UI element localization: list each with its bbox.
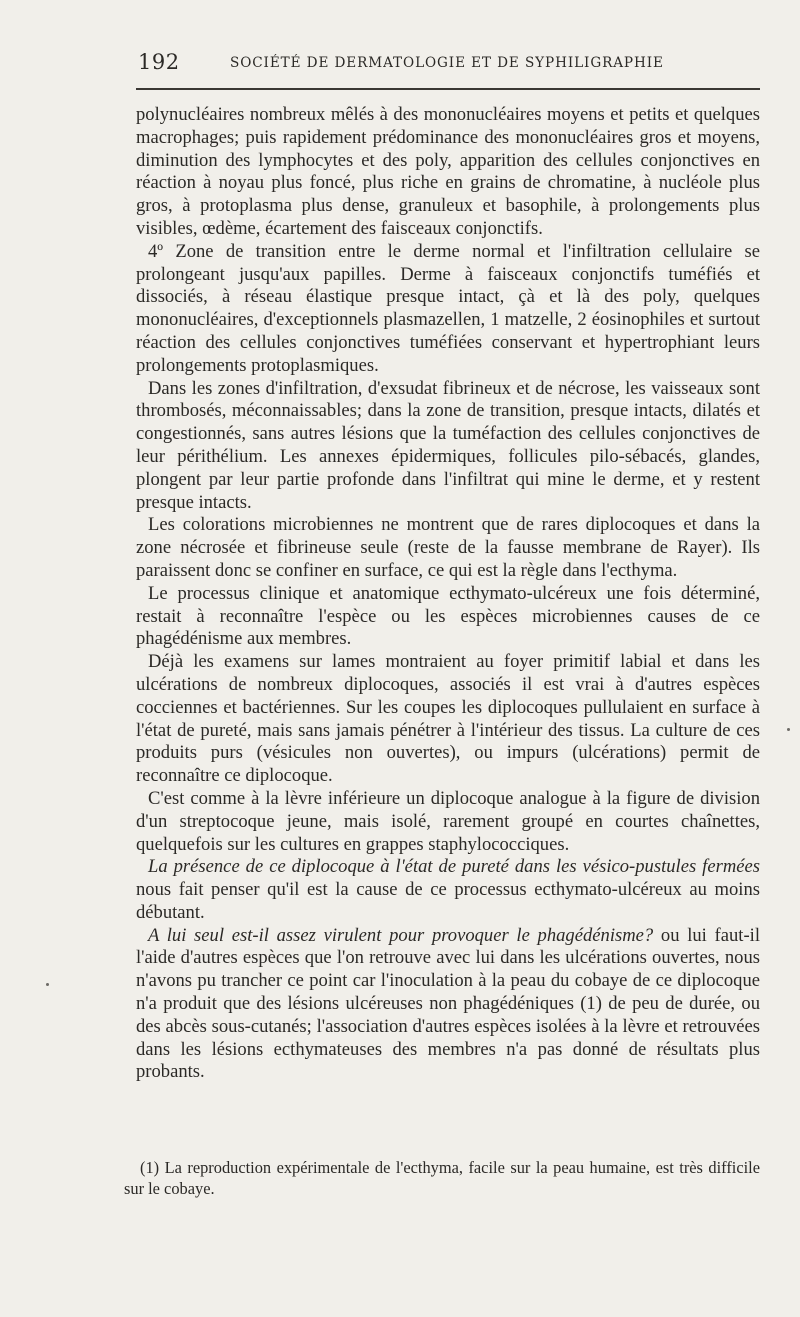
paragraph <box>136 925 760 1085</box>
header-rule <box>136 88 760 90</box>
paragraph: Déjà les examens sur lames montraient au foyer primitif labial et dans les ulcérations de nombreux diplocoques, associés il est vrai à d'autres espèces cocciennes et bactériennes. Sur les coupes les diplocoques pullulaient en surface à l'état de pureté, mais sans jamais pénétrer à l'intérieur des tissus. La culture de ces produits purs (vésicules non ouvertes), ou impurs (ulcérations) permit de reconnaître ce diplocoque. <box>136 651 760 787</box>
running-title: SOCIÉTÉ DE DERMATOLOGIE ET DE SYPHILIGRAPHIE <box>230 55 664 71</box>
page-number: 192 <box>138 50 180 74</box>
footnote-text: (1) La reproduction expérimentale de l'ecthyma, facile sur la peau humaine, est très difficile sur le cobaye. <box>124 1158 760 1198</box>
italic-phrase: La présence de ce diplocoque à l'état de pureté dans les vésico-pustules fermées <box>148 856 760 878</box>
body-text <box>136 104 760 1084</box>
paragraph: 4º Zone de transition entre le derme normal et l'infiltration cellulaire se prolongeant jusqu'aux papilles. Derme à faisceaux conjonctifs tuméfiés et dissociés, à réseau élastique presque intact, çà et là des poly, quelques mononucléaires, d'exceptionnels plasmazellen, 1 matzelle, 2 éosinophiles et surtout réaction des cellules conjonctives tuméfiées conservant et hypertrophiant leurs prolongements protoplasmiques. <box>136 240 760 376</box>
footnote <box>124 1157 760 1199</box>
paragraph-text: nous fait penser qu'il est la cause de ce processus ecthymato-ulcéreux au moins débutant. <box>136 879 760 923</box>
paragraph: Dans les zones d'infiltration, d'exsudat fibrineux et de nécrose, les vaisseaux sont thrombosés, méconnaissables; dans la zone de transition, presque intacts, dilatés et congestionnés, sans autres lésions que la tuméfaction des cellules conjonctives de leur périthélium. Les annexes épidermiques, follicules pilo-sébacés, glandes, plongent par leur partie profonde dans l'infiltrat qui mine le derme, et y restent presque intacts. <box>136 377 760 513</box>
paragraph: Le processus clinique et anatomique ecthymato-ulcéreux une fois déterminé, restait à reconnaître l'espèce ou les espèces microbiennes causes de ce phagédénisme aux membres. <box>136 582 760 650</box>
paragraph: Les colorations microbiennes ne montrent que de rares diplocoques et dans la zone nécrosée et fibrineuse seule (reste de la fausse membrane de Rayer). Ils paraissent donc se confiner en surface, ce qui est la règle dans l'ecthyma. <box>136 514 760 581</box>
page-header <box>138 50 760 76</box>
paragraph: polynucléaires nombreux mêlés à des mononucléaires moyens et petits et quelques macrophages; puis rapidement prédominance des mononucléaires gros et moyens, diminution des lymphocytes et des poly, apparition des cellules conjonctives en réaction à noyau plus foncé, plus riche en grains de chromatine, à nucléole plus gros, à protoplasma plus dense, granuleux et basophile, à prolongements plus visibles, œdème, écartement des faisceaux conjonctifs. <box>136 104 760 239</box>
italic-phrase: A lui seul est-il assez virulent pour provoquer le phagédénisme? <box>148 924 654 946</box>
paper-speck <box>787 728 790 731</box>
paragraph-text: ou lui faut-il l'aide d'autres espèces que l'on retrouve avec lui dans les ulcérations ouvertes, nous n'avons pu trancher ce point car l'inoculation à la peau du cobaye de ce diplocoque n'a produit que des lésions ulcéreuses non phagédéniques (1) de peu de durée, ou des abcès sous-cutanés; l'association d'autres espèces isolées à la lèvre et retrouvées dans les lésions ecthymateuses des membres n'a pas donné de résultats plus probants. <box>136 924 760 1083</box>
paragraph <box>136 856 760 924</box>
paper-speck <box>46 983 49 986</box>
paragraph: C'est comme à la lèvre inférieure un diplocoque analogue à la figure de division d'un streptocoque jeune, mais isolé, rarement groupé en courtes chaînettes, quelquefois sur les cultures en grappes staphylococciques. <box>136 787 760 855</box>
